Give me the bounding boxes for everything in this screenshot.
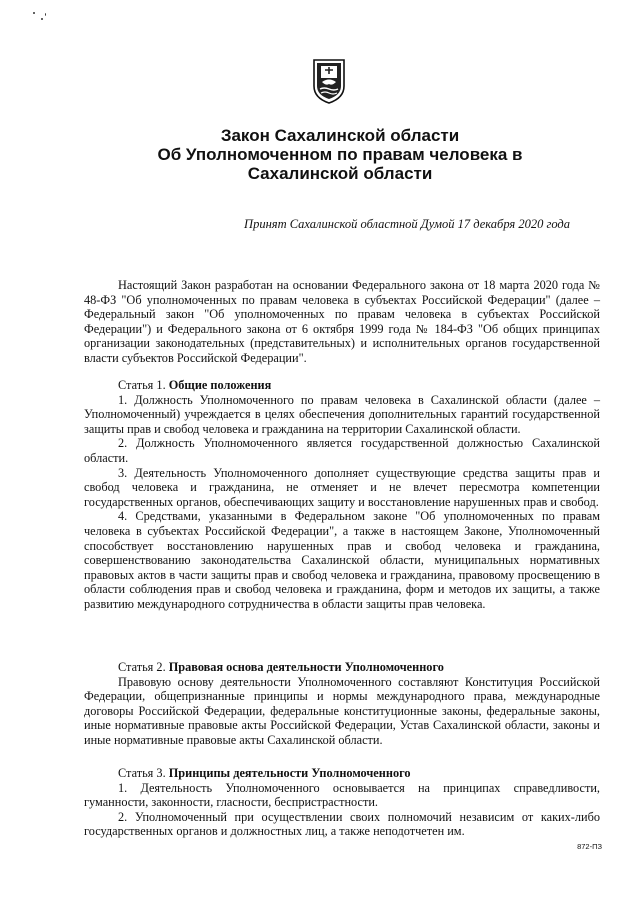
preamble (84, 278, 600, 366)
article-2 (84, 660, 600, 748)
sakhalin-coat-of-arms-icon (312, 58, 346, 104)
article-1 (84, 378, 600, 612)
article-paragraph: 2. Должность Уполномоченного является государственной должностью Сахалинской области. (84, 436, 600, 465)
article-heading (84, 378, 600, 393)
article-prefix: Статья 3. (118, 766, 166, 780)
article-paragraph: 2. Уполномоченный при осуществлении своих полномочий независим от каких-либо государственных органов и должностных лиц, а также неподотчетен им. (84, 809, 600, 839)
article-heading (84, 660, 600, 675)
scan-speck (33, 12, 35, 14)
article-title: Правовая основа деятельности Уполномоченного (168, 660, 444, 674)
preamble-text: Настоящий Закон разработан на основании Федерального закона от 18 марта 2020 года № 48-ФЗ "Об уполномоченных по правам человека в субъектах Российской Федерации" (далее – Федеральный закон "Об уполномоченных по правам человека в субъектах Российской Федерации") и Федерального закона от 6 октября 1999 года № 184-ФЗ "Об общих принципах организации законодательных (представительных) и исполнительных органов государственной власти субъектов Российской Федерации". (84, 278, 600, 365)
law-title-line2: Об Уполномоченном по правам человека в (157, 145, 523, 164)
scan-speck (41, 18, 43, 20)
law-title-line3: Сахалинской области (247, 164, 433, 183)
law-title-line1: Закон Сахалинской области (220, 126, 460, 145)
scan-speck (45, 13, 46, 16)
article-heading (84, 766, 600, 781)
article-paragraph: Правовую основу деятельности Уполномоченного составляют Конституция Российской Федерации, общепризнанные принципы и нормы международного права, международные договоры Российской Федерации, федеральные конституционные законы, федеральные законы, иные нормативные правовые акты Российской Федерации, Устав Сахалинской области, законы и иные нормативные правовые акты Сахалинской области. (84, 674, 600, 747)
adoption-note: Принят Сахалинской областной Думой 17 декабря 2020 года (244, 217, 570, 231)
article-3 (84, 766, 600, 839)
article-paragraph: 1. Деятельность Уполномоченного основывается на принципах справедливости, гуманности, законности, гласности, беспристрастности. (84, 780, 600, 810)
article-paragraph: 4. Средствами, указанными в Федеральном законе "Об уполномоченных по правам человека в субъектах Российской Федерации", а также в настоящем Законе, Уполномоченный способствует восстановлению нарушенных прав и свобод человека и гражданина, совершенствованию законодательства Сахалинской области, муниципальных нормативных правовых актов в части защиты прав и свобод человека и гражданина, правовому просвещению в области соблюдения прав и свобод человека и гражданина, форм и методов их защиты, а также развитию международного сотрудничества в области защиты прав человека. (84, 509, 600, 611)
page-code: 872-ПЗ (577, 842, 602, 851)
article-prefix: Статья 1. (118, 378, 166, 392)
article-prefix: Статья 2. (118, 660, 166, 674)
article-paragraph: 3. Деятельность Уполномоченного дополняет существующие средства защиты прав и свобод человека и гражданина, не отменяет и не влечет пересмотра компетенции государственных органов, обеспечивающих защиту и восстановление нарушенных прав и свобод. (84, 465, 600, 509)
article-paragraph: 1. Должность Уполномоченного по правам человека в Сахалинской области (далее – Уполномоченный) учреждается в целях обеспечения дополнительных гарантий государственной защиты прав и свобод человека и гражданина на территории Сахалинской области. (84, 392, 600, 436)
article-title: Принципы деятельности Уполномоченного (168, 766, 411, 780)
article-title: Общие положения (168, 378, 272, 392)
